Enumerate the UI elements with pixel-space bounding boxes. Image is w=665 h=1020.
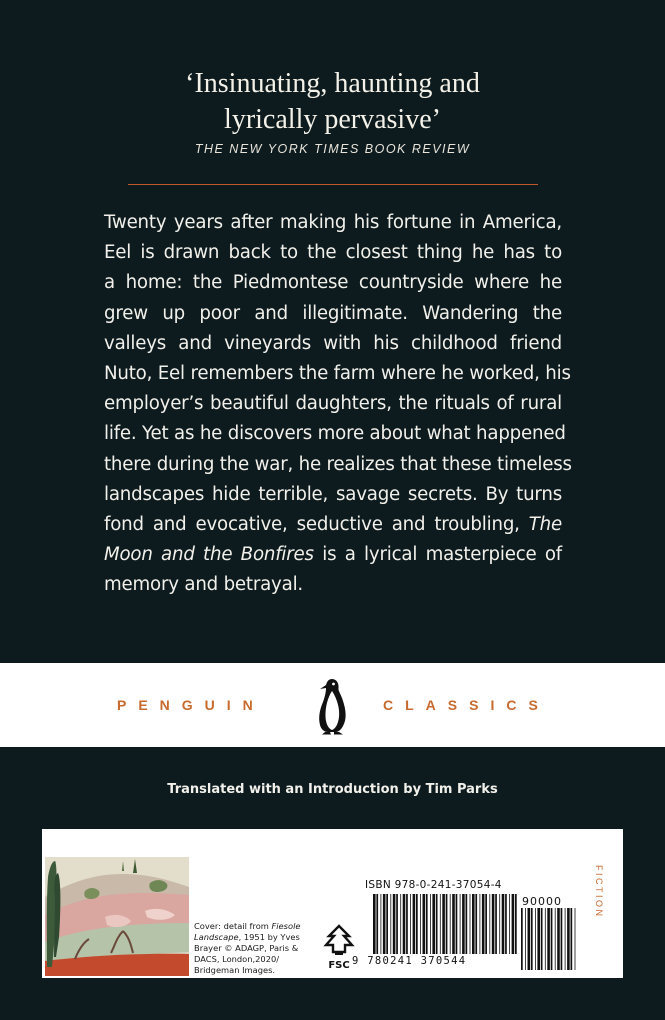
barcode-bar	[381, 894, 382, 954]
blurb-line: a home: the Piedmontese countryside where he	[104, 272, 562, 294]
barcode-bar	[475, 894, 477, 954]
barcode-bar	[499, 894, 500, 954]
credit-text: , 1951 by Yves Brayer © ADAGP, Paris & DACS, London,2020/ Bridgeman Images.	[194, 932, 300, 975]
barcode-bar	[551, 908, 553, 970]
blurb-line: life. Yet as he discovers more about what happened	[104, 423, 566, 445]
barcode-bar	[531, 908, 533, 970]
blurb-text: is a lyrical masterpiece of	[313, 544, 562, 566]
barcode-bar	[528, 908, 531, 970]
barcode-bar	[440, 894, 441, 954]
imprint-word-penguin: PENGUIN	[117, 697, 265, 713]
blurb-line: memory and betrayal.	[104, 574, 304, 596]
barcode-bar	[390, 894, 391, 954]
barcode-bar	[446, 894, 448, 954]
quote-line-1: ‘Insinuating, haunting and	[185, 68, 480, 99]
barcode-bar	[512, 894, 515, 954]
barcode-bar	[456, 894, 458, 954]
blurb-line: Twenty years after making his fortune in America,	[104, 212, 562, 233]
barcode-digits: 9 780241 370544	[352, 955, 467, 967]
barcode-bar	[403, 894, 406, 954]
barcode-bar	[406, 894, 408, 954]
barcode-bar	[480, 894, 481, 954]
barcode-bar	[525, 908, 526, 970]
cover-painting-thumbnail	[45, 857, 189, 976]
blurb-line: Nuto, Eel remembers the farm where he worked, his	[104, 363, 571, 385]
barcode-bar	[537, 908, 540, 970]
barcode-bar	[470, 894, 471, 954]
barcode-bar	[555, 908, 556, 970]
barcode-bar	[423, 894, 426, 954]
barcode-bar	[383, 894, 386, 954]
barcode-bar	[567, 908, 570, 970]
barcode-bar	[400, 894, 401, 954]
blurb-line: grew up poor and illegitimate. Wandering the	[104, 302, 562, 324]
barcode-bar	[541, 908, 543, 970]
barcode-bar	[462, 894, 465, 954]
barcode-bar	[373, 894, 376, 954]
imprint-band	[0, 663, 665, 747]
barcode-bar	[432, 894, 435, 954]
barcode-bar	[436, 894, 438, 954]
barcode-bar	[482, 894, 485, 954]
blurb-line	[104, 510, 562, 540]
barcode-bar	[450, 894, 451, 954]
barcode-bar	[495, 894, 497, 954]
barcode-bar	[489, 894, 490, 954]
divider-rule	[128, 184, 538, 185]
barcode-bar	[515, 894, 517, 954]
blurb-line: employer’s beautiful daughters, the rituals of rural	[104, 393, 562, 415]
barcode-bar	[492, 894, 495, 954]
blurb-line	[104, 540, 562, 570]
quote-source: THE NEW YORK TIMES BOOK REVIEW	[194, 142, 471, 156]
barcode-bar	[442, 894, 445, 954]
barcode-bar	[485, 894, 487, 954]
genre-label: FICTION	[594, 865, 604, 919]
book-blurb	[104, 208, 572, 601]
barcode-bar	[376, 894, 378, 954]
barcode-bar	[460, 894, 461, 954]
barcode-bar	[413, 894, 416, 954]
barcode-bar	[393, 894, 396, 954]
blurb-line: landscapes hide terrible, savage secrets. By turns	[104, 483, 562, 505]
ean-barcode	[372, 894, 519, 954]
barcode-bar	[416, 894, 418, 954]
barcode-bar	[426, 894, 428, 954]
book-title-part: Moon and the Bonfires	[104, 544, 314, 566]
barcode-bar	[557, 908, 560, 970]
penguin-logo-icon	[312, 677, 352, 735]
barcode-bar	[386, 894, 388, 954]
barcode-bar	[502, 894, 505, 954]
barcode-bar	[396, 894, 398, 954]
addon-barcode	[520, 908, 578, 970]
barcode-bar	[565, 908, 566, 970]
barcode-bar	[505, 894, 507, 954]
barcode-bar	[571, 908, 573, 970]
imprint-word-classics: CLASSICS	[383, 697, 550, 713]
fsc-text: FSC	[328, 960, 350, 971]
price-code: 90000	[522, 895, 562, 908]
barcode-bar	[420, 894, 421, 954]
blurb-line: Eel is drawn back to the closest thing he has to	[104, 242, 562, 264]
credit-text: Cover: detail from	[194, 921, 272, 931]
cover-credit	[194, 921, 306, 976]
barcode-bar	[561, 908, 563, 970]
book-title-part: The	[528, 514, 562, 536]
barcode-bar	[535, 908, 536, 970]
blurb-line: valleys and vineyards with his childhood friend	[104, 332, 562, 354]
quote-line-2: lyrically pervasive’	[224, 104, 441, 135]
barcode-bar	[575, 908, 576, 970]
isbn-label: ISBN 978-0-241-37054-4	[365, 879, 502, 891]
barcode-bar	[521, 908, 523, 970]
barcode-bar	[472, 894, 475, 954]
barcode-bar	[452, 894, 455, 954]
barcode-bar	[509, 894, 510, 954]
barcode-bar	[547, 908, 550, 970]
review-quote	[0, 66, 665, 138]
barcode-bar	[545, 908, 546, 970]
translator-credit: Translated with an Introduction by Tim Parks	[167, 782, 498, 797]
painting-title: Fiesole Landscape	[194, 921, 301, 942]
barcode-panel	[42, 829, 623, 978]
fsc-tree-icon	[321, 924, 357, 956]
blurb-text: fond and evocative, seductive and troubling,	[104, 514, 529, 536]
barcode-bar	[466, 894, 468, 954]
barcode-bar	[410, 894, 411, 954]
blurb-line: there during the war, he realizes that these timeless	[104, 453, 572, 475]
barcode-bar	[430, 894, 431, 954]
